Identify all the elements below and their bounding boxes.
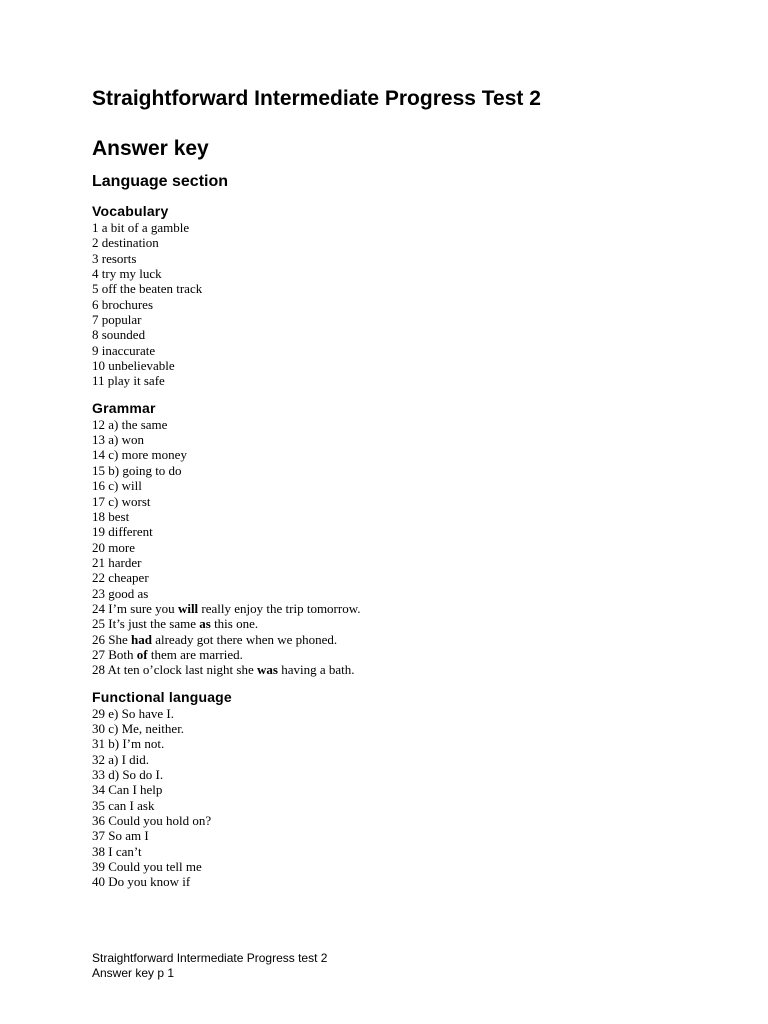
functional-language-answer-list <box>92 706 732 890</box>
answer-text: 40 Do you know if <box>92 874 191 890</box>
answer-text: 12 a) the same <box>92 416 168 432</box>
answer-text: 31 b) I’m not. <box>92 736 165 752</box>
answer-text: 36 Could you hold on? <box>92 813 212 829</box>
answer-text: 24 I’m sure you <box>92 600 178 616</box>
answer-item <box>92 601 732 616</box>
answer-text: 11 play it safe <box>92 373 165 389</box>
answer-item <box>92 463 732 478</box>
answer-text: 25 It’s just the same <box>92 616 200 632</box>
answer-text: 3 resorts <box>92 250 137 266</box>
answer-text: 28 At ten o’clock last night she <box>92 662 258 678</box>
answer-item <box>92 297 732 312</box>
vocabulary-answer-list <box>92 220 732 389</box>
answer-item <box>92 752 732 767</box>
answer-item <box>92 616 732 631</box>
answer-text: 38 I can’t <box>92 843 142 859</box>
answer-item <box>92 358 732 373</box>
answer-text: 20 more <box>92 539 135 555</box>
answer-item <box>92 373 732 388</box>
answer-item <box>92 586 732 601</box>
answer-item <box>92 312 732 327</box>
answer-text: 21 harder <box>92 554 142 570</box>
answer-keyword: as <box>199 616 211 632</box>
answer-item <box>92 859 732 874</box>
answer-keyword: of <box>136 646 148 662</box>
answer-text: 7 popular <box>92 312 142 328</box>
footer-page-number: Answer key p 1 <box>92 966 175 980</box>
answer-item <box>92 509 732 524</box>
answer-text-end: already got there when we phoned. <box>151 631 338 647</box>
page-footer <box>92 951 327 981</box>
answer-item <box>92 540 732 555</box>
answer-text-end: having a bath. <box>277 662 355 678</box>
answer-item <box>92 235 732 250</box>
answer-text: 30 c) Me, neither. <box>92 720 185 736</box>
answer-text: 19 different <box>92 524 153 540</box>
answer-keyword: had <box>131 631 152 647</box>
answer-item <box>92 662 732 677</box>
document-subtitle: Answer key <box>92 137 209 160</box>
answer-item <box>92 767 732 782</box>
answer-item <box>92 251 732 266</box>
answer-item <box>92 844 732 859</box>
answer-item <box>92 632 732 647</box>
grammar-answer-list <box>92 417 732 678</box>
answer-text: 18 best <box>92 508 130 524</box>
answer-text: 13 a) won <box>92 432 144 448</box>
answer-text: 8 sounded <box>92 327 146 343</box>
answer-keyword: will <box>177 600 199 616</box>
answer-text: 15 b) going to do <box>92 462 182 478</box>
answer-text: 2 destination <box>92 235 159 251</box>
answer-item <box>92 432 732 447</box>
answer-text: 27 Both <box>92 646 137 662</box>
answer-item <box>92 874 732 889</box>
answer-text: 9 inaccurate <box>92 342 156 358</box>
answer-text-end: them are married. <box>147 646 243 662</box>
answer-text: 17 c) worst <box>92 493 151 509</box>
answer-item <box>92 343 732 358</box>
section-title: Language section <box>92 173 229 190</box>
functional-language-heading: Functional language <box>92 688 232 705</box>
answer-text: 22 cheaper <box>92 570 149 586</box>
answer-item <box>92 555 732 570</box>
answer-text: 16 c) will <box>92 478 142 494</box>
answer-text: 6 brochures <box>92 296 154 312</box>
answer-item <box>92 570 732 585</box>
answer-text: 10 unbelievable <box>92 358 175 374</box>
answer-text-end: really enjoy the trip tomorrow. <box>198 600 361 616</box>
answer-item <box>92 220 732 235</box>
answer-item <box>92 266 732 281</box>
answer-text: 34 Can I help <box>92 782 163 798</box>
answer-item <box>92 327 732 342</box>
document-title: Straightforward Intermediate Progress Test 2 <box>92 87 541 110</box>
answer-item <box>92 281 732 296</box>
answer-text: 5 off the beaten track <box>92 281 203 297</box>
answer-text: 39 Could you tell me <box>92 859 202 875</box>
answer-item <box>92 417 732 432</box>
answer-text: 33 d) So do I. <box>92 767 164 782</box>
answer-text: 29 e) So have I. <box>92 705 174 721</box>
answer-text: 35 can I ask <box>92 797 155 813</box>
answer-text: 4 try my luck <box>92 266 162 282</box>
grammar-heading: Grammar <box>92 399 156 416</box>
grammar-section <box>92 400 732 678</box>
vocabulary-heading: Vocabulary <box>92 203 169 219</box>
answer-text: 26 She <box>92 631 131 647</box>
answer-key-page <box>92 86 732 890</box>
answer-text: 37 So am I <box>92 828 149 844</box>
vocabulary-section <box>92 203 732 389</box>
functional-language-section <box>92 689 732 890</box>
answer-item <box>92 478 732 493</box>
answer-item <box>92 798 732 813</box>
answer-text: 1 a bit of a gamble <box>92 220 190 235</box>
answer-item <box>92 647 732 662</box>
answer-item <box>92 494 732 509</box>
answer-item <box>92 721 732 736</box>
answer-text: 32 a) I did. <box>92 751 150 767</box>
answer-item <box>92 447 732 462</box>
answer-keyword: was <box>257 662 278 678</box>
answer-item <box>92 813 732 828</box>
footer-document-name: Straightforward Intermediate Progress test 2 <box>92 951 328 965</box>
answer-item <box>92 828 732 843</box>
answer-text-end: this one. <box>210 616 259 632</box>
answer-item <box>92 736 732 751</box>
answer-text: 23 good as <box>92 585 149 601</box>
answer-item <box>92 524 732 539</box>
answer-text: 14 c) more money <box>92 447 187 463</box>
answer-item <box>92 706 732 721</box>
answer-item <box>92 782 732 797</box>
